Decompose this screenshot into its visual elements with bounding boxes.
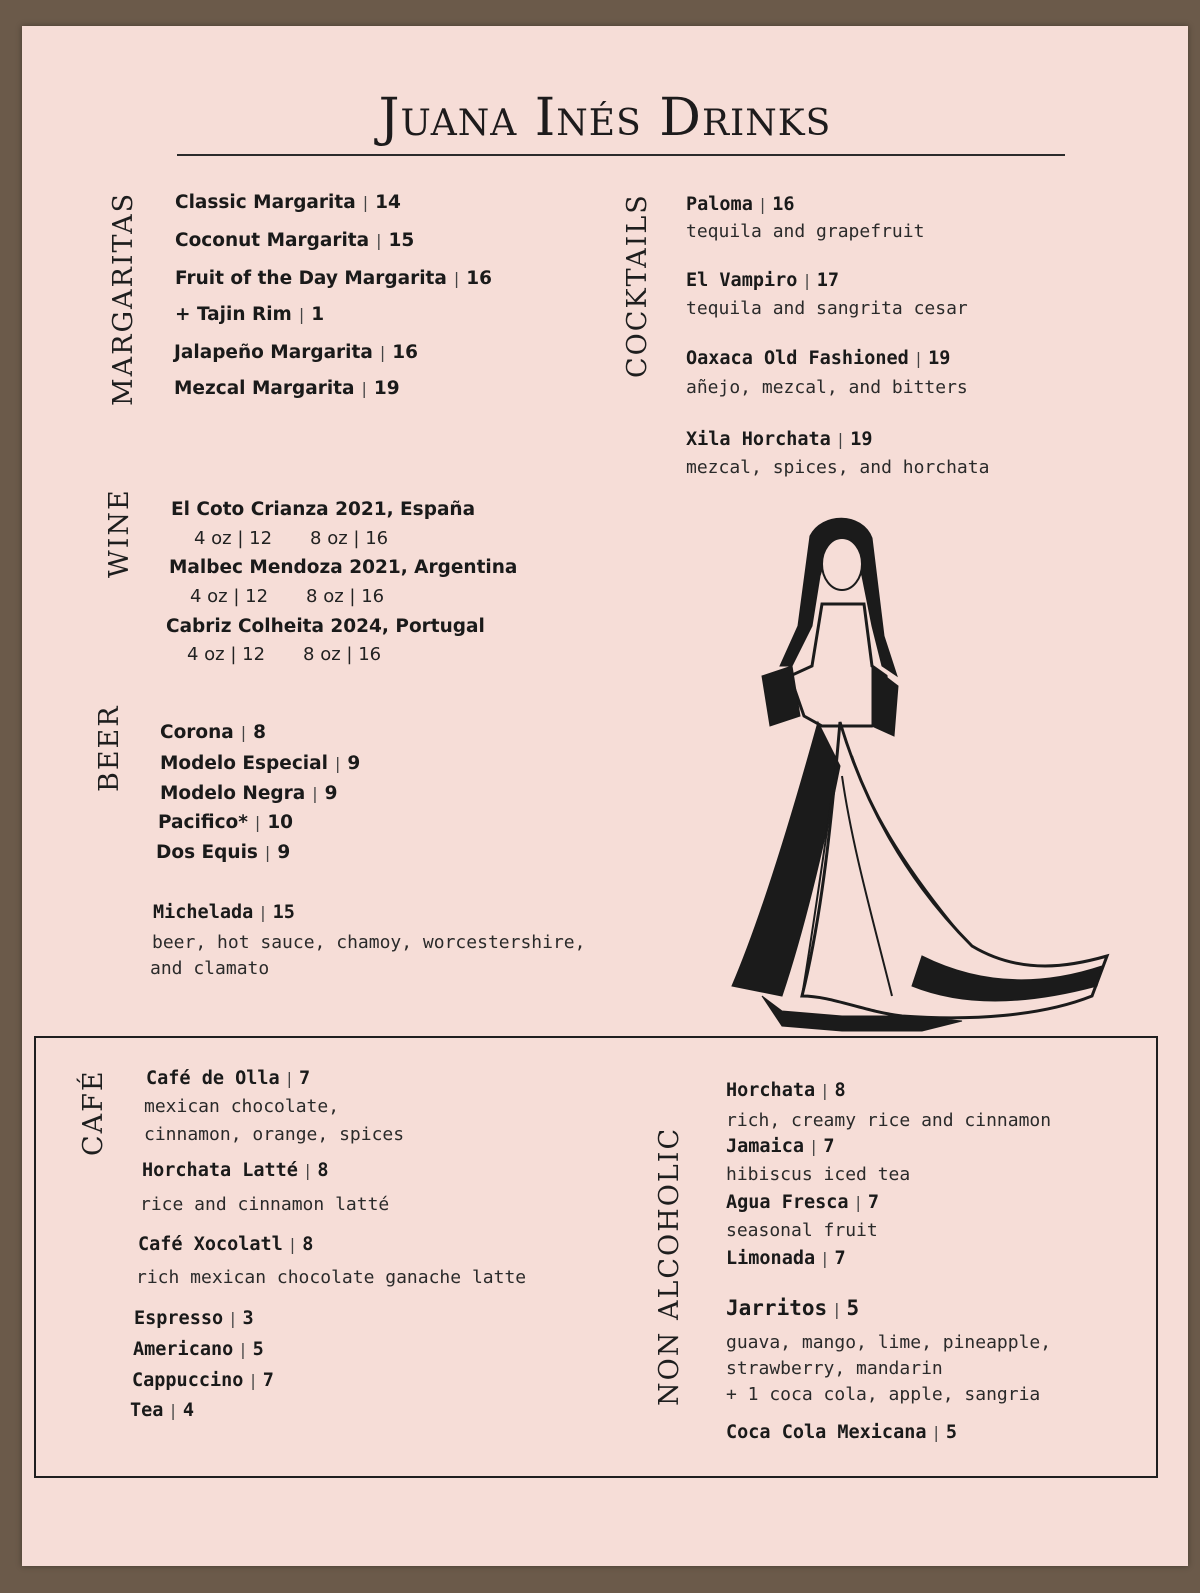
item-description: cinnamon, orange, spices <box>144 1124 405 1145</box>
item-description: hibiscus iced tea <box>726 1164 911 1185</box>
menu-paper <box>22 26 1188 1566</box>
menu-item: Café Xocolatl | 8 <box>138 1234 314 1255</box>
section-label-cafe: CAFÉ <box>78 1069 109 1156</box>
item-description: mezcal, spices, and horchata <box>686 457 990 478</box>
section-label-wine: WINE <box>104 488 135 578</box>
wine-sizes: 4 oz | 12 8 oz | 16 <box>187 644 382 665</box>
wine-sizes: 4 oz | 12 8 oz | 16 <box>194 528 389 549</box>
menu-item: Cappuccino | 7 <box>132 1370 274 1391</box>
menu-item: Oaxaca Old Fashioned | 19 <box>686 348 951 369</box>
item-description: seasonal fruit <box>726 1220 878 1241</box>
cafe-nonalcoholic-box <box>34 1036 1158 1478</box>
menu-item: Paloma | 16 <box>686 194 795 215</box>
section-label-margaritas: MARGARITAS <box>108 191 139 406</box>
menu-item: El Vampiro | 17 <box>686 270 840 291</box>
title-divider <box>177 154 1065 156</box>
menu-item: Classic Margarita | 14 <box>175 192 401 213</box>
menu-item: Jalapeño Margarita | 16 <box>174 342 418 363</box>
section-label-cocktails: COCKTAILS <box>622 193 653 378</box>
menu-item: Jarritos | 5 <box>726 1296 860 1320</box>
menu-item: Limonada | 7 <box>726 1248 846 1269</box>
item-description: tequila and sangrita cesar <box>686 298 968 319</box>
menu-item: Malbec Mendoza 2021, Argentina <box>169 557 518 578</box>
item-description: guava, mango, lime, pineapple, <box>726 1332 1052 1353</box>
menu-item: Modelo Negra | 9 <box>160 783 338 804</box>
menu-item: Mezcal Margarita | 19 <box>174 378 400 399</box>
menu-item: Cabriz Colheita 2024, Portugal <box>166 616 485 637</box>
menu-item: Horchata | 8 <box>726 1080 846 1101</box>
section-label-beer: BEER <box>94 704 125 792</box>
item-description: strawberry, mandarin <box>726 1358 943 1379</box>
menu-item: Espresso | 3 <box>134 1308 254 1329</box>
menu-item: Xila Horchata | 19 <box>686 429 873 450</box>
menu-item: Corona | 8 <box>160 722 267 743</box>
menu-item: Dos Equis | 9 <box>156 842 291 863</box>
menu-item: + Tajin Rim | 1 <box>175 304 325 325</box>
menu-item: Café de Olla | 7 <box>146 1068 311 1089</box>
wine-sizes: 4 oz | 12 8 oz | 16 <box>190 586 385 607</box>
menu-title: Juana Inés Drinks <box>378 88 832 148</box>
item-description: beer, hot sauce, chamoy, worcestershire, <box>152 932 586 953</box>
menu-item: Modelo Especial | 9 <box>160 753 361 774</box>
item-description: + 1 coca cola, apple, sangria <box>726 1384 1041 1405</box>
menu-item: Michelada | 15 <box>153 902 295 923</box>
menu-item: Americano | 5 <box>133 1339 264 1360</box>
section-label-non-alcoholic: NON ALCOHOLIC <box>654 1126 685 1406</box>
menu-item: El Coto Crianza 2021, España <box>171 499 476 520</box>
item-description: tequila and grapefruit <box>686 221 925 242</box>
item-description: rich mexican chocolate ganache latte <box>136 1267 527 1288</box>
item-description: mexican chocolate, <box>144 1096 340 1117</box>
item-description: rice and cinnamon latté <box>140 1194 390 1215</box>
menu-item: Coca Cola Mexicana | 5 <box>726 1422 958 1443</box>
woman-in-gown-illustration <box>722 516 1112 1036</box>
menu-item: Pacifico* | 10 <box>158 812 294 833</box>
item-description: rich, creamy rice and cinnamon <box>726 1110 1052 1131</box>
menu-item: Coconut Margarita | 15 <box>175 230 415 251</box>
menu-item: Agua Fresca | 7 <box>726 1192 880 1213</box>
menu-item: Horchata Latté | 8 <box>142 1160 329 1181</box>
item-description: añejo, mezcal, and bitters <box>686 377 968 398</box>
menu-item: Tea | 4 <box>130 1400 194 1421</box>
menu-item: Fruit of the Day Margarita | 16 <box>175 268 493 289</box>
menu-item: Jamaica | 7 <box>726 1136 835 1157</box>
item-description: and clamato <box>150 958 270 979</box>
